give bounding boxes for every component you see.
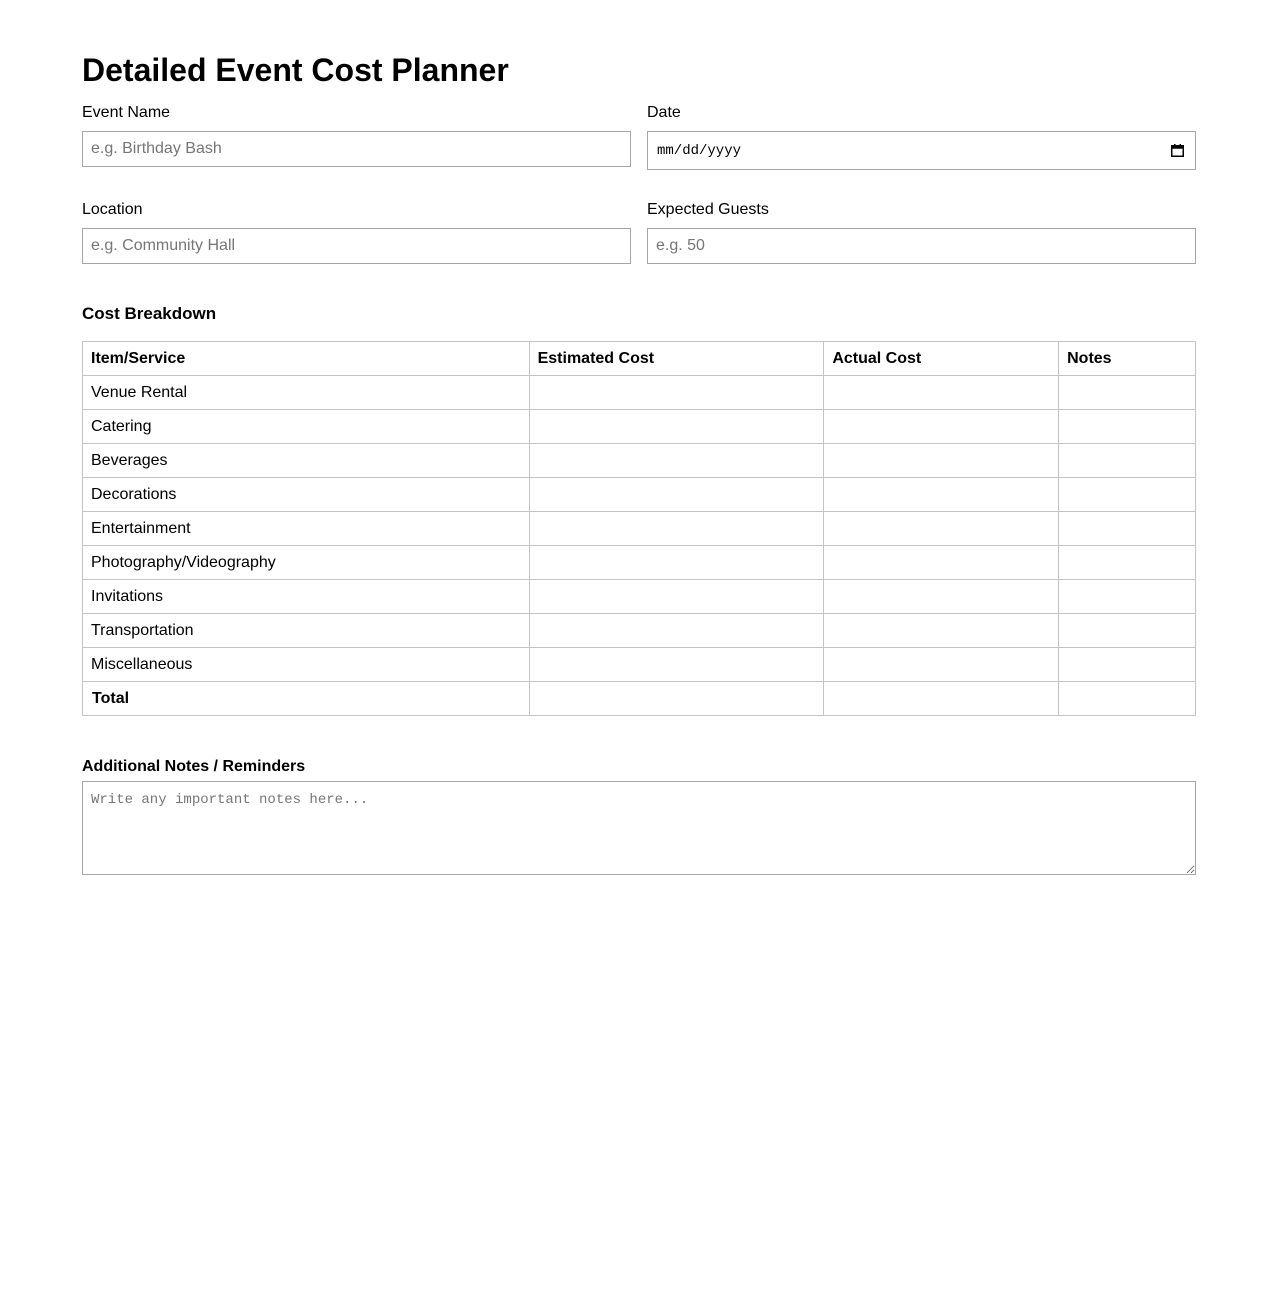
column-header-notes: Notes xyxy=(1059,342,1196,376)
location-input[interactable] xyxy=(82,228,631,264)
additional-notes-textarea[interactable] xyxy=(82,781,1196,875)
cost-item-cell: Photography/Videography xyxy=(83,546,530,580)
notes-cell[interactable] xyxy=(1059,478,1196,512)
table-header-row xyxy=(83,342,1196,376)
page-title: Detailed Event Cost Planner xyxy=(82,52,509,88)
column-header-item: Item/Service xyxy=(83,342,530,376)
estimated-cost-cell[interactable] xyxy=(529,444,824,478)
table-row xyxy=(83,444,1196,478)
expected-guests-input[interactable] xyxy=(647,228,1196,264)
date-label: Date xyxy=(647,104,681,121)
table-row xyxy=(83,376,1196,410)
notes-cell[interactable] xyxy=(1059,614,1196,648)
additional-notes-label: Additional Notes / Reminders xyxy=(82,758,306,775)
column-header-actual-cost: Actual Cost xyxy=(824,342,1059,376)
cost-item-cell: Catering xyxy=(83,410,530,444)
total-label: Total xyxy=(83,682,530,716)
table-row xyxy=(83,410,1196,444)
cost-item-cell: Entertainment xyxy=(83,512,530,546)
estimated-cost-cell[interactable] xyxy=(529,546,824,580)
cost-item-cell: Miscellaneous xyxy=(83,648,530,682)
actual-cost-cell[interactable] xyxy=(824,648,1059,682)
notes-cell[interactable] xyxy=(1059,648,1196,682)
date-input-value: mm/dd/yyyy xyxy=(657,143,742,159)
actual-cost-cell[interactable] xyxy=(824,580,1059,614)
cost-item-cell: Beverages xyxy=(83,444,530,478)
notes-cell[interactable] xyxy=(1059,512,1196,546)
actual-cost-cell[interactable] xyxy=(824,614,1059,648)
estimated-cost-cell[interactable] xyxy=(529,410,824,444)
total-row xyxy=(83,682,1196,716)
calendar-icon[interactable] xyxy=(1171,144,1184,157)
cost-breakdown-heading: Cost Breakdown xyxy=(82,304,217,323)
actual-cost-cell[interactable] xyxy=(824,410,1059,444)
actual-cost-cell[interactable] xyxy=(824,546,1059,580)
event-name-label: Event Name xyxy=(82,104,171,121)
notes-cell[interactable] xyxy=(1059,546,1196,580)
table-row xyxy=(83,614,1196,648)
total-actual-cell[interactable] xyxy=(824,682,1059,716)
actual-cost-cell[interactable] xyxy=(824,444,1059,478)
estimated-cost-cell[interactable] xyxy=(529,376,824,410)
table-row xyxy=(83,580,1196,614)
estimated-cost-cell[interactable] xyxy=(529,478,824,512)
table-row xyxy=(83,478,1196,512)
actual-cost-cell[interactable] xyxy=(824,512,1059,546)
location-label: Location xyxy=(82,201,143,218)
expected-guests-label: Expected Guests xyxy=(647,201,769,218)
cost-breakdown-table xyxy=(82,341,1196,716)
cost-item-cell: Venue Rental xyxy=(83,376,530,410)
table-row xyxy=(83,512,1196,546)
notes-cell[interactable] xyxy=(1059,410,1196,444)
cost-item-cell: Transportation xyxy=(83,614,530,648)
table-row xyxy=(83,648,1196,682)
actual-cost-cell[interactable] xyxy=(824,478,1059,512)
notes-cell[interactable] xyxy=(1059,444,1196,478)
estimated-cost-cell[interactable] xyxy=(529,512,824,546)
total-notes-cell[interactable] xyxy=(1059,682,1196,716)
table-row xyxy=(83,546,1196,580)
actual-cost-cell[interactable] xyxy=(824,376,1059,410)
estimated-cost-cell[interactable] xyxy=(529,580,824,614)
cost-item-cell: Decorations xyxy=(83,478,530,512)
estimated-cost-cell[interactable] xyxy=(529,614,824,648)
date-input[interactable] xyxy=(647,131,1196,170)
notes-cell[interactable] xyxy=(1059,580,1196,614)
notes-cell[interactable] xyxy=(1059,376,1196,410)
estimated-cost-cell[interactable] xyxy=(529,648,824,682)
total-estimated-cell[interactable] xyxy=(529,682,824,716)
column-header-estimated-cost: Estimated Cost xyxy=(529,342,824,376)
event-name-input[interactable] xyxy=(82,131,631,167)
cost-item-cell: Invitations xyxy=(83,580,530,614)
